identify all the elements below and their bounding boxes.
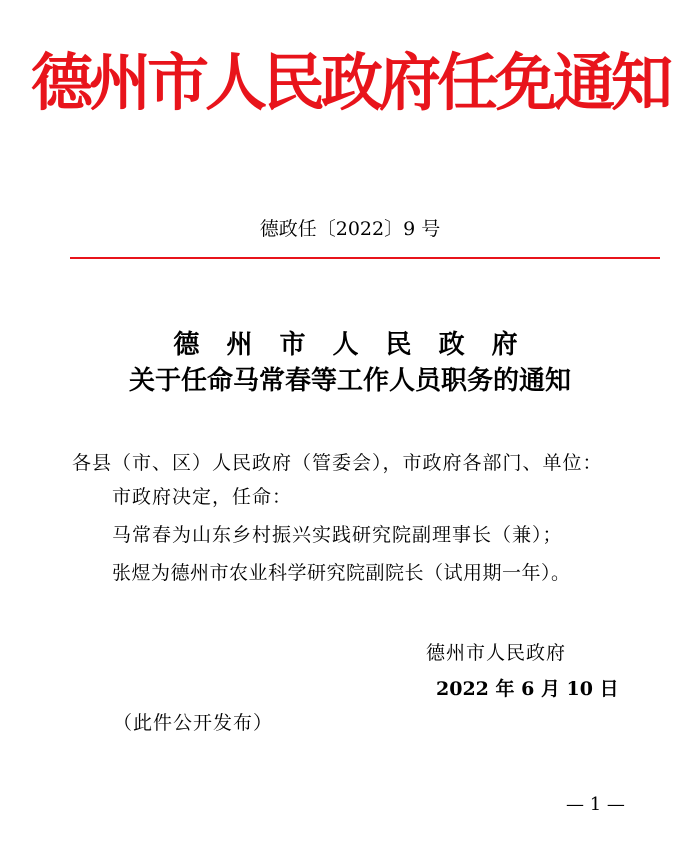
appointment-item-2: 张煜为德州市农业科学研究院副院长（试用期一年）。 (112, 562, 571, 584)
issuer-signature: 德州市人民政府 (426, 642, 567, 664)
document-number: 德政任〔2022〕9 号 (259, 218, 441, 240)
issue-date: 2022 年 6 月 10 日 (436, 678, 619, 700)
disclosure-note: （此件公开发布） (113, 712, 274, 734)
red-divider-line (70, 257, 660, 259)
document-title-line-1: 德 州 市 人 民 政 府 (173, 330, 527, 360)
document-title-line-2: 关于任命马常春等工作人员职务的通知 (128, 366, 571, 396)
page-number: — 1 — (566, 794, 625, 815)
decision-statement: 市政府决定，任命： (112, 486, 293, 508)
appointment-item-1: 马常春为山东乡村振兴实践研究院副理事长（兼）； (112, 524, 563, 546)
masthead: 德州市人民政府任免通知 (30, 46, 669, 119)
salutation: 各县（市、区）人民政府（管委会），市政府各部门、单位： (72, 452, 603, 474)
